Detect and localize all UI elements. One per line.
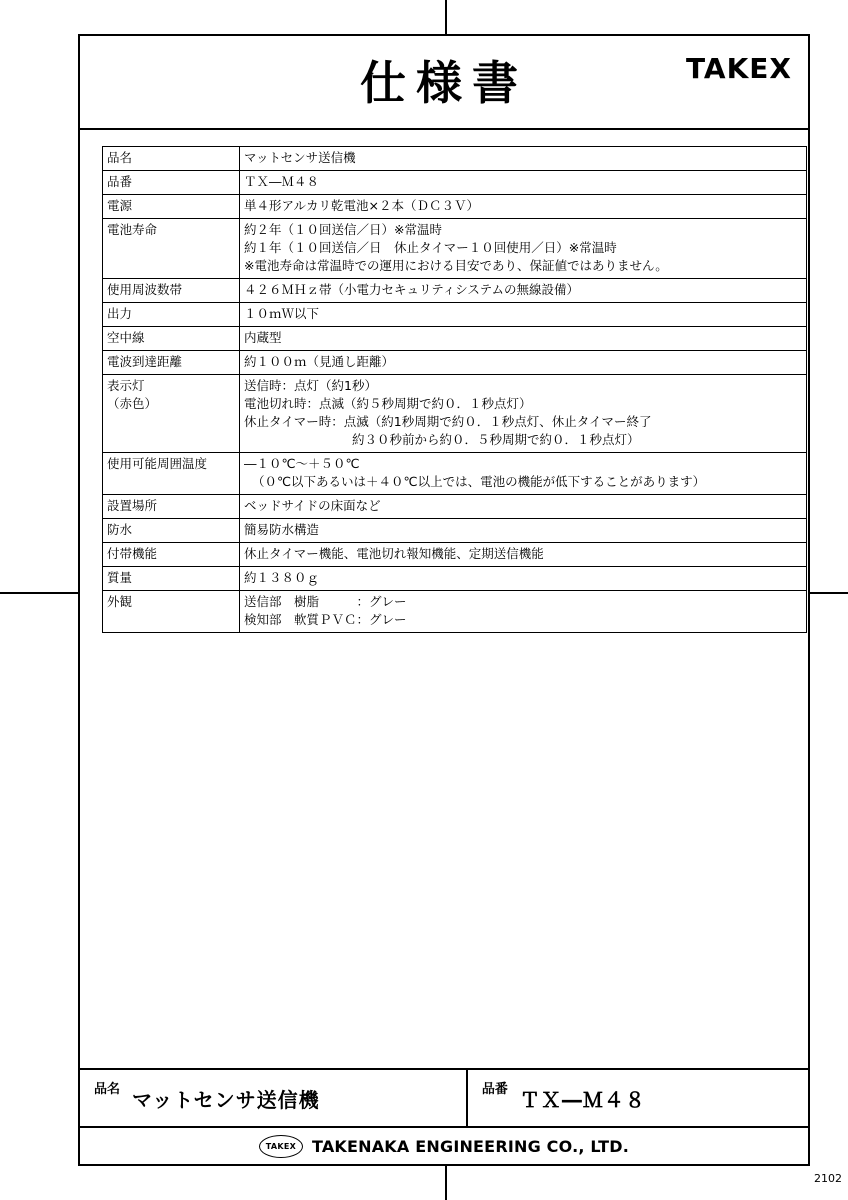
spec-value-cell xyxy=(240,543,807,567)
spec-value-line: 送信部 樹脂 ：グレー xyxy=(244,594,407,609)
takex-logo: TAKEX xyxy=(685,52,792,85)
table-row xyxy=(103,147,807,171)
spec-label-cell xyxy=(103,453,240,495)
spec-label: 設置場所 xyxy=(107,498,158,513)
spec-label: 付帯機能 xyxy=(107,546,158,561)
spec-value-line: 電池切れ時：点滅（約５秒周期で約０．１秒点灯） xyxy=(244,396,532,411)
spec-value-line: ※電池寿命は常温時での運用における目安であり、保証値ではありません。 xyxy=(244,258,668,273)
spec-label: 使用周波数帯 xyxy=(107,282,183,297)
title-block-product-name xyxy=(80,1070,466,1126)
registration-mark-top xyxy=(445,0,447,34)
title-block-row xyxy=(80,1070,808,1128)
table-row xyxy=(103,519,807,543)
model-number-label: 品番 xyxy=(481,1082,508,1097)
spec-label: 防水 xyxy=(107,522,133,537)
spec-label-cell xyxy=(103,171,240,195)
registration-mark-right xyxy=(810,592,848,594)
title-block-footer xyxy=(80,1128,808,1164)
spec-label-cell xyxy=(103,147,240,171)
spec-label-cell xyxy=(103,351,240,375)
spec-value-line: 検知部 軟質ＰＶＣ：グレー xyxy=(244,612,407,627)
table-row xyxy=(103,171,807,195)
drawing-blank-area xyxy=(80,581,808,1061)
spec-label: 質量 xyxy=(107,570,133,585)
spec-value-line: 約１３８０ｇ xyxy=(244,570,320,585)
spec-value-cell xyxy=(240,303,807,327)
spec-label: 電池寿命 xyxy=(107,222,158,237)
spec-value-line: 簡易防水構造 xyxy=(244,522,320,537)
spec-label-cell xyxy=(103,303,240,327)
spec-label-cell xyxy=(103,195,240,219)
spec-label: 電波到達距離 xyxy=(107,354,183,369)
spec-value-cell xyxy=(240,375,807,453)
spec-value-line: 休止タイマー機能、電池切れ報知機能、定期送信機能 xyxy=(244,546,544,561)
spec-label-sub: （赤色） xyxy=(107,396,158,411)
spec-value-line: 内蔵型 xyxy=(244,330,282,345)
table-row xyxy=(103,375,807,453)
spec-label-cell xyxy=(103,375,240,453)
spec-label: 品番 xyxy=(107,174,133,189)
spec-value-cell xyxy=(240,453,807,495)
registration-mark-bottom xyxy=(445,1166,447,1200)
spec-value-line: 約２年（１０回送信／日）※常温時 xyxy=(244,222,442,237)
spec-value-line: ＴＸ―Ｍ４８ xyxy=(244,174,320,189)
table-row xyxy=(103,453,807,495)
spec-value-line: 送信時：点灯（約1秒） xyxy=(244,378,377,393)
spec-label-cell xyxy=(103,327,240,351)
specification-table xyxy=(102,146,807,633)
spec-label-cell xyxy=(103,543,240,567)
table-row xyxy=(103,219,807,279)
title-block-model-number xyxy=(466,1070,808,1126)
spec-value-line: マットセンサ送信機 xyxy=(244,150,356,165)
spec-value-cell xyxy=(240,195,807,219)
spec-value-cell xyxy=(240,147,807,171)
spec-label: 品名 xyxy=(107,150,133,165)
product-name-value: マットセンサ送信機 xyxy=(132,1087,320,1112)
spec-label-cell xyxy=(103,495,240,519)
spec-value-line: ―１０℃～＋５０℃ xyxy=(244,456,360,471)
spec-label: 使用可能周囲温度 xyxy=(107,456,208,471)
spec-label-cell xyxy=(103,279,240,303)
spec-label: 空中線 xyxy=(107,330,145,345)
spec-label-cell xyxy=(103,519,240,543)
spec-value-line: ベッドサイドの床面など xyxy=(244,498,381,513)
spec-label: 表示灯 xyxy=(107,378,145,393)
spec-value-cell xyxy=(240,279,807,303)
spec-value-cell xyxy=(240,519,807,543)
spec-value-line: 約１年（１０回送信／日 休止タイマー１０回使用／日）※常温時 xyxy=(244,240,617,255)
spec-label: 電源 xyxy=(107,198,133,213)
spec-value-line: 約１００ｍ（見通し距離） xyxy=(244,354,395,369)
spec-label: 出力 xyxy=(107,306,133,321)
table-row xyxy=(103,303,807,327)
spec-value-cell xyxy=(240,495,807,519)
table-row xyxy=(103,543,807,567)
page-code: 2102 xyxy=(814,1172,842,1185)
spec-value-line: （０℃以下あるいは＋４０℃以上では、電池の機能が低下することがあります） xyxy=(252,474,706,489)
spec-label: 外観 xyxy=(107,594,133,609)
table-row xyxy=(103,279,807,303)
table-row xyxy=(103,327,807,351)
registration-mark-left xyxy=(0,592,78,594)
product-name-label: 品名 xyxy=(94,1082,121,1097)
spec-value-line: 休止タイマー時：点滅（約1秒周期で約０．１秒点灯、休止タイマー終了 xyxy=(244,414,652,429)
table-row xyxy=(103,495,807,519)
title-block xyxy=(80,1068,808,1164)
table-row xyxy=(103,351,807,375)
model-number-value: ＴＸ―Ｍ４８ xyxy=(519,1087,646,1112)
spec-value-line: ４２６ＭＨｚ帯（小電力セキュリティシステムの無線設備） xyxy=(244,282,580,297)
spec-value-line: 約３０秒前から約０．５秒周期で約０．１秒点灯） xyxy=(352,432,640,447)
page-title: 仕様書 xyxy=(360,56,528,110)
drawing-frame xyxy=(78,34,810,1166)
spec-value-cell xyxy=(240,351,807,375)
company-name: TAKENAKA ENGINEERING CO., LTD. xyxy=(311,1136,630,1156)
table-row xyxy=(103,195,807,219)
spec-value-line: 単４形アルカリ乾電池×２本（ＤＣ３Ｖ） xyxy=(244,198,479,213)
spec-label-cell xyxy=(103,219,240,279)
spec-value-cell xyxy=(240,219,807,279)
spec-value-cell xyxy=(240,171,807,195)
takex-oval-logo-icon: TAKEX xyxy=(259,1135,303,1158)
spec-value-line: １０ｍＷ以下 xyxy=(244,306,320,321)
spec-value-cell xyxy=(240,327,807,351)
title-area xyxy=(80,36,808,130)
